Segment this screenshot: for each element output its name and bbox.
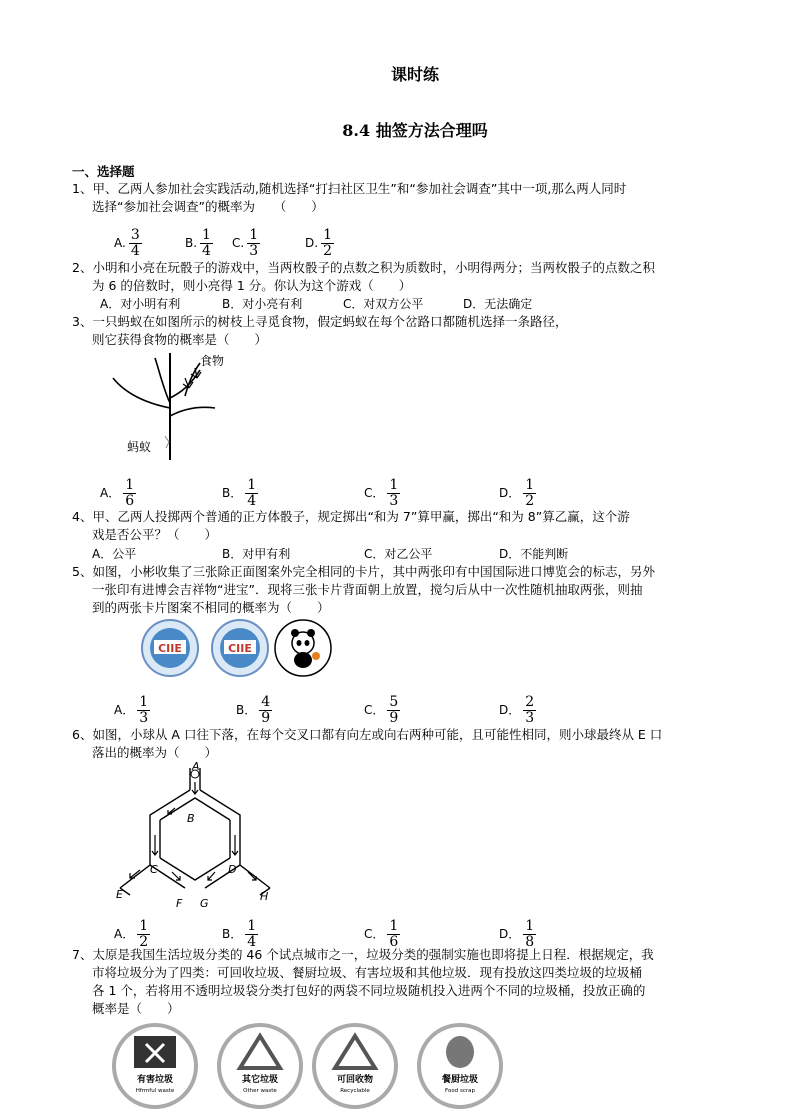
- q3-option-c[interactable]: C． $\frac{1}{3}$: [364, 477, 399, 509]
- q3-option-a[interactable]: A． $\frac{1}{6}$: [100, 477, 135, 509]
- q4-line2: 戏是否公平？（ ）: [92, 527, 218, 542]
- page-subtitle: 8.4 抽签方法合理吗: [342, 121, 488, 140]
- q3-line2: 则它获得食物的概率是（ ）: [92, 332, 268, 347]
- q5-option-b[interactable]: B． $\frac{4}{9}$: [236, 694, 271, 726]
- q3-option-b[interactable]: B． $\frac{1}{4}$: [222, 477, 257, 509]
- ciie-logo-card-1: [142, 620, 198, 676]
- q7-line4: 概率是（ ）: [92, 1001, 180, 1016]
- label-g: G: [200, 897, 209, 910]
- q5-option-c[interactable]: C． $\frac{5}{9}$: [364, 694, 399, 726]
- q5-line3: 到的两张卡片图案不相同的概率为（ ）: [92, 600, 330, 615]
- q2-line1: 2、小明和小亮在玩骰子的游戏中，当两枚骰子的点数之积为质数时，小明得两分；当两枚骰子的点数之积: [72, 260, 655, 275]
- q7-line3: 各 1 个，若将用不透明垃圾袋分类打包好的两袋不同垃圾随机投入进两个不同的垃圾桶，投放正确的: [92, 983, 646, 998]
- label-h: H: [260, 890, 269, 903]
- section-heading: 一、选择题: [72, 164, 135, 179]
- q1-line1: 1、甲、乙两人参加社会实践活动,随机选择“打扫社区卫生”和“参加社会调查”其中一项,那么两人同时: [72, 181, 627, 196]
- q6-option-c[interactable]: C． $\frac{1}{6}$: [364, 918, 399, 950]
- q5-options: [0, 683, 790, 727]
- label-a: A: [192, 760, 200, 773]
- q6-line2: 落出的概率为（ ）: [92, 745, 218, 760]
- label-e: E: [116, 888, 123, 901]
- food-scrap-bin-icon: [419, 1025, 501, 1107]
- q2-line2: 为 6 的倍数时，则小亮得 1 分。你认为这个游戏（ ）: [92, 278, 412, 293]
- ciie-cards-figure: [140, 618, 335, 678]
- svg-text:Food scrap: Food scrap: [445, 1088, 475, 1094]
- svg-text:餐厨垃圾: 餐厨垃圾: [441, 1075, 479, 1085]
- q5-line2: 一张印有进博会吉祥物“进宝”．现将三张卡片背面朝上放置，搅匀后从中一次性随机抽取两张，则抽: [92, 582, 643, 597]
- svg-text:Recyclable: Recyclable: [340, 1088, 370, 1094]
- q6-line1: 6、如图，小球从 A 口往下落，在每个交叉口都有向左或向右两种可能，且可能性相同，则小球最终从 E 口: [72, 727, 663, 742]
- recyclable-bin-icon: [314, 1025, 396, 1107]
- q4-option-d[interactable]: D．不能判断: [499, 547, 569, 561]
- label-b: B: [187, 812, 195, 825]
- q1-option-d[interactable]: D. $\frac{1}{2}$: [305, 227, 332, 259]
- q7-line2: 市将垃圾分为了四类：可回收垃圾、餐厨垃圾、有害垃圾和其他垃圾．现有投放这四类垃圾的垃圾桶: [92, 965, 643, 980]
- q3-line1: 3、一只蚂蚁在如图所示的树枝上寻觅食物，假定蚂蚁在每个岔路口都随机选择一条路径，: [72, 314, 568, 329]
- food-label: 食物: [200, 354, 225, 368]
- q1-option-b[interactable]: B. $\frac{1}{4}$: [185, 227, 211, 259]
- q4-line1: 4、甲、乙两人投掷两个普通的正方体骰子，规定掷出“和为 7”算甲赢，掷出“和为 8”算乙赢，这个游: [72, 509, 630, 524]
- hazardous-waste-bin-icon: [114, 1025, 196, 1107]
- q4-option-a[interactable]: A．公平: [92, 547, 137, 561]
- q5-option-d[interactable]: D． $\frac{2}{3}$: [499, 694, 535, 726]
- q4-option-c[interactable]: C．对乙公平: [364, 547, 433, 561]
- svg-text:有害垃圾: 有害垃圾: [136, 1075, 174, 1085]
- q2-option-b[interactable]: B．对小亮有利: [222, 297, 303, 311]
- other-waste-bin-icon: [219, 1025, 301, 1107]
- q3-option-d[interactable]: D． $\frac{1}{2}$: [499, 477, 535, 509]
- panda-mascot-card: [275, 620, 331, 676]
- label-f: F: [176, 897, 183, 910]
- q5-line1: 5、如图，小彬收集了三张除正面图案外完全相同的卡片，其中两张印有中国国际进口博览会的标志，另外: [72, 564, 655, 579]
- svg-text:CIIE: CIIE: [158, 642, 182, 655]
- ciie-logo-card-2: [212, 620, 268, 676]
- svg-text:CIIE: CIIE: [228, 642, 252, 655]
- q5-option-a[interactable]: A． $\frac{1}{3}$: [114, 694, 149, 726]
- q6-option-d[interactable]: D． $\frac{1}{8}$: [499, 918, 535, 950]
- ant-label: 蚂蚁: [127, 440, 152, 454]
- label-d: D: [228, 863, 237, 876]
- q4-option-b[interactable]: B．对甲有利: [222, 547, 291, 561]
- q2-option-d[interactable]: D．无法确定: [463, 297, 533, 311]
- q6-option-b[interactable]: B． $\frac{1}{4}$: [222, 918, 257, 950]
- q2-option-c[interactable]: C．对双方公平: [343, 297, 424, 311]
- tree-branch-figure: [105, 348, 245, 463]
- q1-option-a[interactable]: A. $\frac{3}{4}$: [114, 227, 140, 259]
- page-title: 课时练: [390, 65, 439, 84]
- q6-option-a[interactable]: A． $\frac{1}{2}$: [114, 918, 149, 950]
- ball-path-figure: [110, 760, 280, 912]
- svg-text:Other waste: Other waste: [243, 1088, 277, 1094]
- q7-line1: 7、太原是我国生活垃圾分类的 46 个试点城市之一，垃圾分类的强制实施也即将提上日程．根据规定，我: [72, 947, 654, 962]
- q6-options: [0, 907, 790, 951]
- label-c: C: [150, 863, 158, 876]
- svg-text:可回收物: 可回收物: [336, 1075, 374, 1085]
- q1-option-c[interactable]: C. $\frac{1}{3}$: [232, 227, 259, 259]
- q3-options: [0, 466, 790, 510]
- svg-text:其它垃圾: 其它垃圾: [241, 1075, 279, 1085]
- waste-bins-figure: [110, 1020, 510, 1112]
- q1-options: [0, 216, 790, 260]
- svg-text:Hfrmful waste: Hfrmful waste: [135, 1088, 175, 1094]
- q1-line2: 选择“参加社会调查”的概率为 （ ）: [92, 199, 324, 214]
- q2-option-a[interactable]: A．对小明有利: [100, 297, 181, 311]
